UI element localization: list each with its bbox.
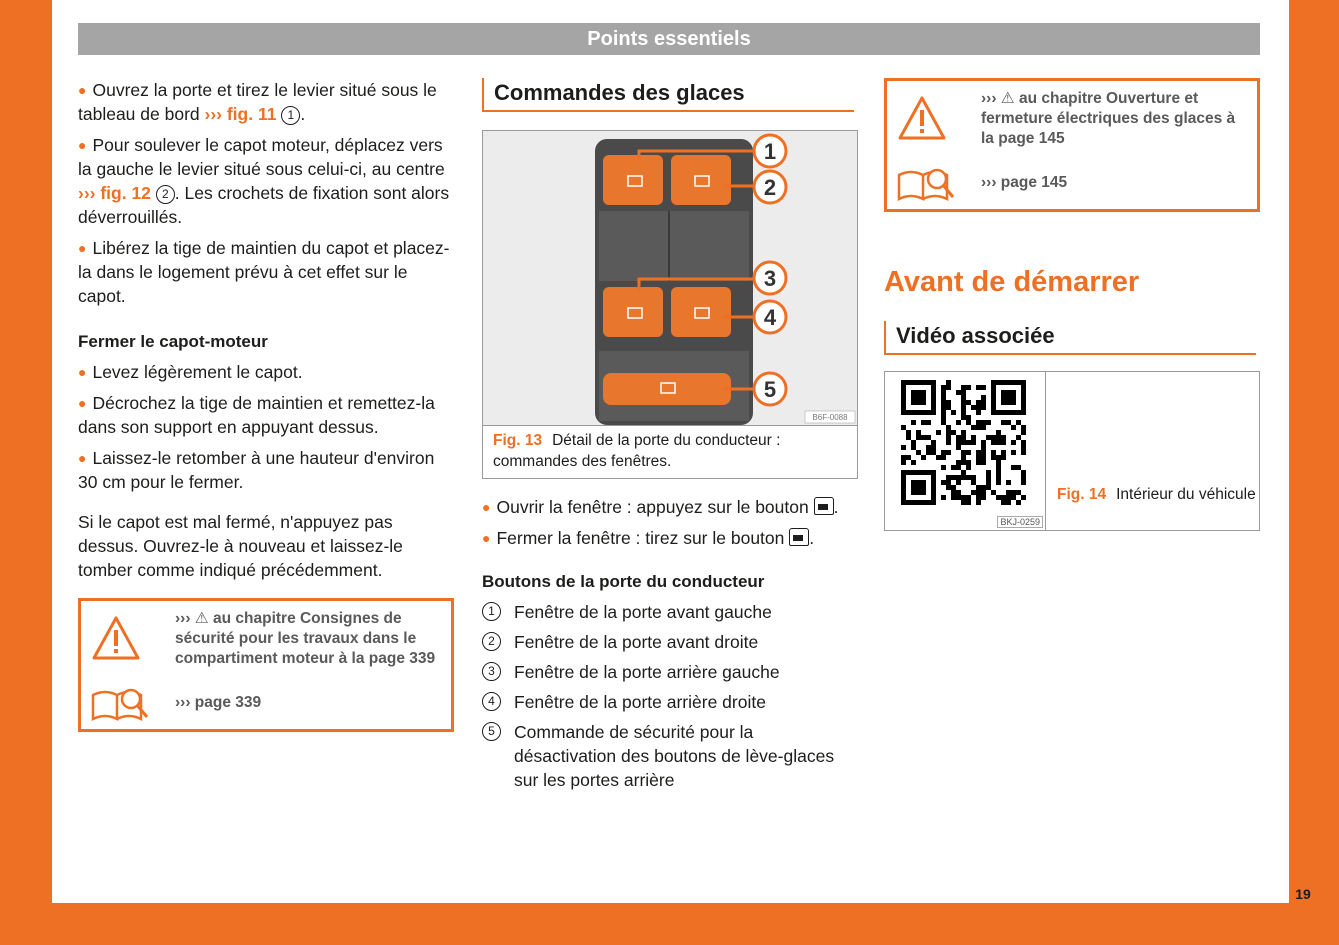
list-item: ● Libérez la tige de maintien du capot et placez-la dans le logement prévu à cet effet sur le capot. — [78, 238, 450, 306]
list-item: ● Levez légèrement le capot. — [78, 362, 303, 382]
callout-4 — [754, 301, 786, 333]
figure-caption: Fig. 13 Détail de la porte du conducteur : commandes des fenêtres. — [483, 425, 857, 478]
list-item: 4 Fenêtre de la porte arrière droite — [482, 690, 858, 714]
button-5 — [603, 373, 731, 405]
paragraph: Si le capot est mal fermé, n'appuyez pas dessus. Ouvrez-le à nouveau et laissez-le tomber comme indiqué précédemment. — [78, 512, 403, 580]
page-header: Points essentiels — [78, 23, 1260, 55]
warning-box — [78, 598, 454, 732]
window-close-icon — [789, 528, 809, 546]
list-item: 3 Fenêtre de la porte arrière gauche — [482, 660, 858, 684]
button-3 — [603, 287, 663, 337]
chapter-title: Avant de démarrer — [884, 266, 1140, 298]
button-4 — [671, 287, 731, 337]
svg-text:5: 5 — [763, 377, 777, 402]
callout-2 — [754, 171, 786, 203]
warning-icon — [91, 615, 141, 661]
qr-code-label: BKJ-0259 — [997, 516, 1043, 528]
button-2 — [671, 155, 731, 205]
window-open-icon — [814, 497, 834, 515]
list-item: ● Décrochez la tige de maintien et remettez-la dans son support en appuyant dessus. — [78, 393, 435, 437]
figure-caption: Fig. 14 Intérieur du véhicule — [1057, 486, 1256, 503]
list-item: 2 Fenêtre de la porte avant droite — [482, 630, 858, 654]
svg-text:4: 4 — [763, 305, 777, 330]
callout-1 — [754, 135, 786, 167]
manual-search-icon — [89, 687, 151, 723]
button-1 — [603, 155, 663, 205]
qr-code[interactable] — [885, 372, 1046, 530]
svg-text:3: 3 — [763, 266, 777, 291]
figure-code: B6F-0088 — [812, 413, 848, 422]
subheading: Fermer le capot-moteur — [78, 332, 268, 351]
column-right — [884, 78, 1260, 531]
manual-search-icon — [895, 167, 957, 203]
list-item: ● Fermer la fenêtre : tirez sur le bouton . — [482, 528, 815, 548]
page-link[interactable]: ››› page 145 — [981, 174, 1068, 191]
list-item: 1 Fenêtre de la porte avant gauche — [482, 600, 858, 624]
list-item: ● Ouvrir la fenêtre : appuyez sur le bouton . — [482, 497, 839, 517]
column-middle — [482, 78, 858, 798]
numbered-list — [482, 600, 858, 792]
list-item: ● Pour soulever le capot moteur, déplacez vers la gauche le levier situé sous celui-ci, au centre ››› fig. 12 2 . Les crochets de fixation sont alors déverrouillés. — [78, 135, 450, 227]
callout-3 — [754, 262, 786, 294]
svg-text:2: 2 — [763, 175, 777, 200]
fig-reference[interactable]: ››› fig. 11 — [204, 104, 277, 124]
section-heading: Commandes des glaces — [482, 78, 854, 112]
column-left — [78, 78, 454, 732]
warning-text[interactable]: ››› ⚠ au chapitre Consignes de sécurité pour les travaux dans le compartiment moteur à la page 339 — [175, 610, 436, 667]
figure-14 — [884, 371, 1260, 531]
list-item: ● Ouvrez la porte et tirez le levier situé sous le tableau de bord ››› fig. 11 1 . — [78, 80, 437, 124]
warning-text[interactable]: ››› ⚠ au chapitre Ouverture et fermeture électriques des glaces à la page 145 — [981, 90, 1236, 147]
window-controls-illustration — [483, 131, 857, 425]
callout-5 — [754, 373, 786, 405]
page-link[interactable]: ››› page 339 — [175, 694, 262, 711]
section-heading: Vidéo associée — [884, 321, 1256, 355]
list-item: 5 Commande de sécurité pour la désactivation des boutons de lève-glaces sur les portes arrière — [482, 720, 858, 792]
figure-13 — [482, 130, 858, 479]
qr-code-image — [891, 378, 1041, 518]
warning-box — [884, 78, 1260, 212]
fig-reference[interactable]: ››› fig. 12 — [78, 183, 151, 203]
list-item: ● Laissez-le retomber à une hauteur d'environ 30 cm pour le fermer. — [78, 448, 435, 492]
svg-text:1: 1 — [763, 139, 777, 164]
subheading: Boutons de la porte du conducteur — [482, 572, 765, 591]
page-number: 19 — [1295, 886, 1311, 902]
warning-icon — [897, 95, 947, 141]
